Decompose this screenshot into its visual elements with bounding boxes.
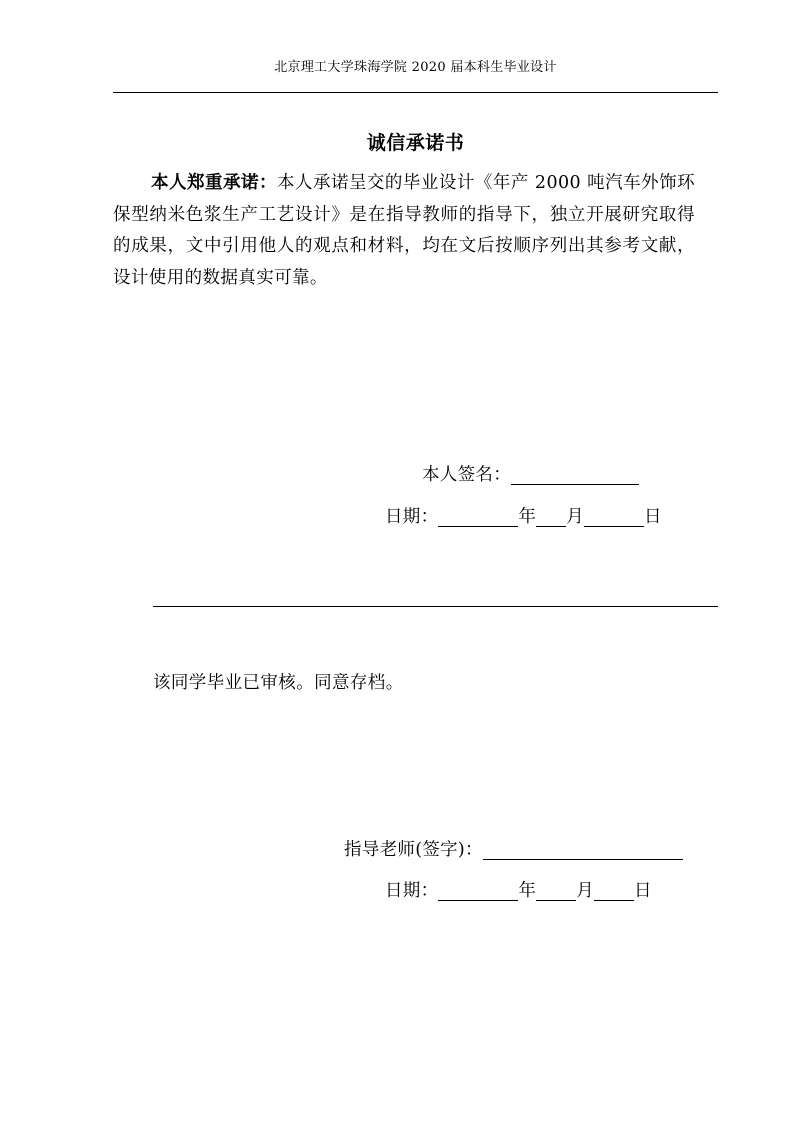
document-title: 诚信承诺书 <box>366 132 465 154</box>
student-date-month-field[interactable] <box>536 506 566 527</box>
advisor-date-month-label: 月 <box>576 881 595 901</box>
student-date-day-field[interactable] <box>584 506 644 527</box>
advisor-signature-field[interactable] <box>483 839 683 860</box>
section-divider <box>153 606 718 607</box>
advisor-signature-label: 指导老师(签字)： <box>344 840 483 860</box>
commitment-paragraph <box>113 168 695 294</box>
student-date-row <box>385 504 662 530</box>
commitment-body: 本人承诺呈交的毕业设计《年产 2000 吨汽车外饰环保型纳米色浆生产工艺设计》是在指导教师的指导下，独立开展研究取得的成果，文中引用他人的观点和材料，均在文后按顺序列出其参考文献，设计使用的数据真实可靠。 <box>113 173 695 288</box>
student-date-day-label: 日 <box>644 507 662 527</box>
student-date-year-field[interactable] <box>438 506 518 527</box>
advisor-date-day-label: 日 <box>634 881 652 901</box>
student-date-year-label: 年 <box>518 507 537 527</box>
student-signature-label: 本人签名： <box>422 465 511 485</box>
student-date-label: 日期： <box>385 507 439 527</box>
commitment-lead: 本人郑重承诺： <box>151 173 277 193</box>
student-date-month-label: 月 <box>566 507 585 527</box>
review-statement: 该同学毕业已审核。同意存档。 <box>153 673 404 693</box>
advisor-date-row <box>385 878 652 904</box>
advisor-date-month-field[interactable] <box>536 880 576 901</box>
header-rule <box>113 92 718 93</box>
advisor-date-label: 日期： <box>385 881 439 901</box>
page-header: 北京理工大学珠海学院 2020 届本科生毕业设计 <box>274 60 557 75</box>
student-signature-row <box>422 462 639 488</box>
advisor-date-year-label: 年 <box>518 881 537 901</box>
advisor-date-day-field[interactable] <box>594 880 634 901</box>
advisor-signature-row <box>344 837 683 863</box>
advisor-date-year-field[interactable] <box>438 880 518 901</box>
student-signature-field[interactable] <box>511 464 639 485</box>
